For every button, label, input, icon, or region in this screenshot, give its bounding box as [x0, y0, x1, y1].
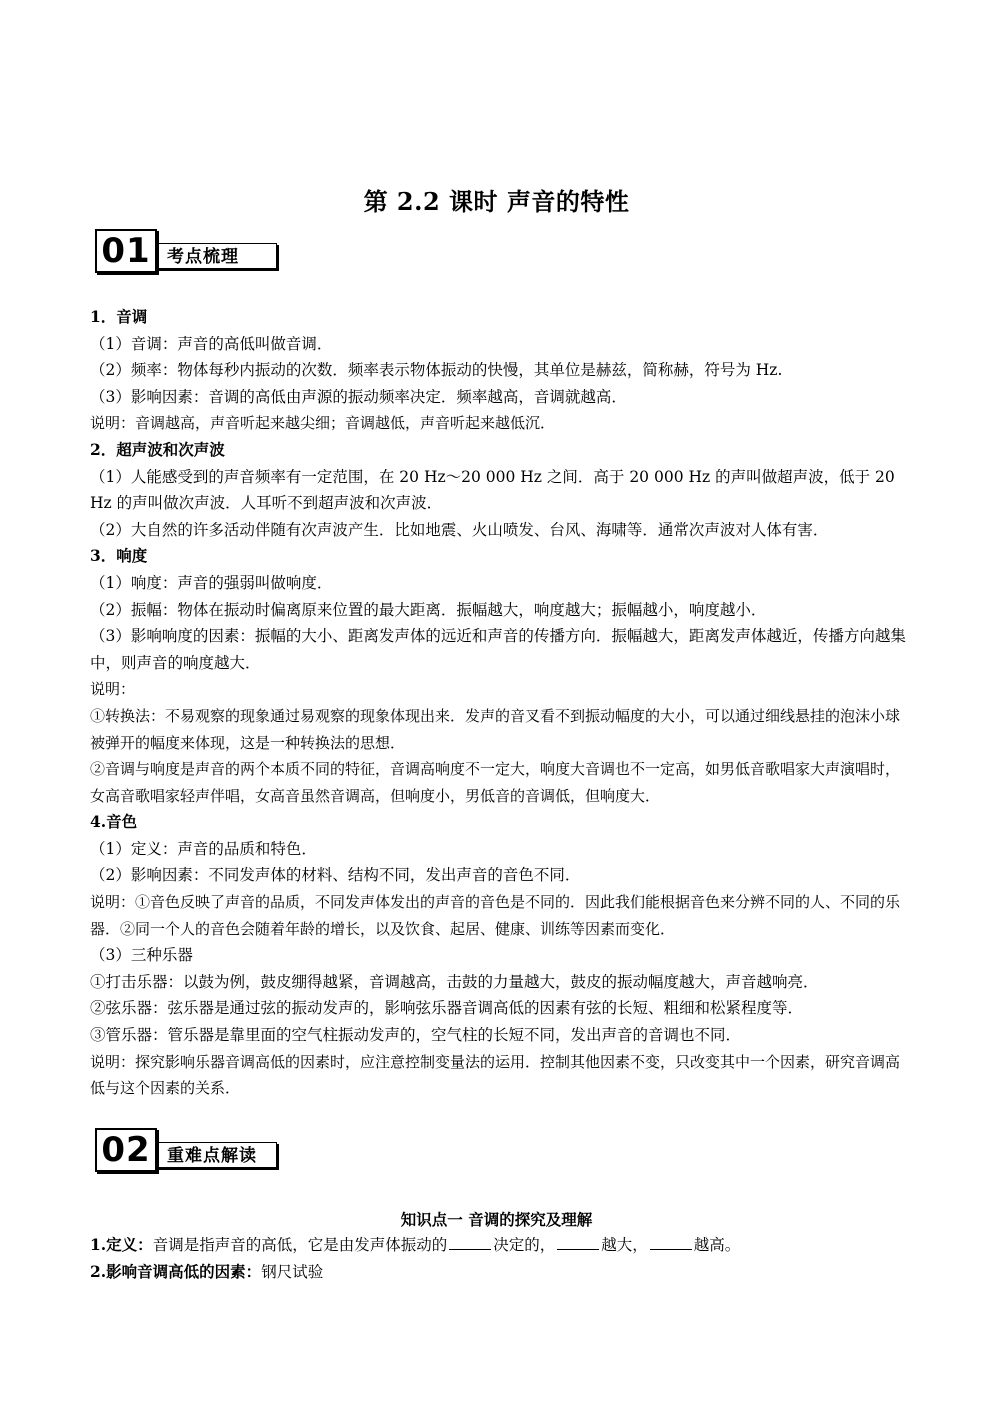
text-line: （2）频率：物体每秒内振动的次数．频率表示物体振动的快慢，其单位是赫兹，简称赫，符号为 Hz.	[90, 361, 783, 380]
note-paragraph: 说明：探究影响乐器音调高低的因素时，应注意控制变量法的运用．控制其他因素不变，只改变其中一个因素，研究音调高低与这个因素的关系．	[90, 1052, 901, 1098]
note-paragraph: ①转换法：不易观察的现象通过易观察的现象体现出来．发声的音叉看不到振动幅度的大小，可以通过细线悬挂的泡沫小球被弹开的幅度来体现，这是一种转换法的思想．	[90, 706, 901, 752]
note-head: 说明：	[90, 680, 136, 699]
badge-number: 02	[95, 1128, 157, 1172]
definition-text-c: 越大，	[601, 1236, 648, 1254]
section-badge-1	[95, 229, 285, 273]
heading-timbre: 4.音色	[90, 812, 138, 832]
knowledge-point-title: 知识点一 音调的探究及理解	[400, 1210, 593, 1229]
definition-head: 1.定义：	[90, 1235, 153, 1254]
text-line: （1）定义：声音的品质和特色．	[90, 839, 317, 858]
factor-text: 钢尺试验	[261, 1262, 324, 1281]
note-paragraph: ②音调与响度是声音的两个本质不同的特征，音调高响度不一定大，响度大音调也不一定高，如男低音歌唱家大声演唱时，女高音歌唱家轻声伴唱，女高音虽然音调高，但响度小，男低音的音调低，但响度大．	[90, 760, 901, 805]
heading-pitch: 1．音调	[90, 307, 148, 326]
text-paragraph: （3）影响响度的因素：振幅的大小、距离发声体的远近和声音的传播方向．振幅越大，距离发声体越近，传播方向越集中，则声音的响度越大．	[90, 627, 906, 672]
badge-label: 重难点解读	[157, 1142, 277, 1168]
text-line: ②弦乐器：弦乐器是通过弦的振动发声的，影响弦乐器音调高低的因素有弦的长短、粗细和松紧程度等．	[90, 999, 804, 1018]
definition-text-b: 决定的，	[493, 1236, 556, 1254]
factor-line	[90, 1259, 914, 1286]
note-paragraph: 说明：①音色反映了声音的品质，不同发声体发出的声音的音色是不同的．因此我们能根据音色来分辨不同的人、不同的乐器．②同一个人的音色会随着年龄的增长，以及饮食、起居、健康、训练等因素而变化．	[90, 893, 901, 938]
badge-number: 01	[95, 229, 157, 273]
factor-head: 2.影响音调高低的因素：	[90, 1261, 262, 1281]
fill-blank-3[interactable]	[650, 1234, 692, 1250]
knowledge-point-content	[90, 1232, 914, 1285]
text-line: ③管乐器：管乐器是靠里面的空气柱振动发声的，空气柱的长短不同，发出声音的音调也不同．	[90, 1026, 742, 1045]
text-line: （3）三种乐器	[90, 946, 193, 965]
text-paragraph: （1）人能感受到的声音频率有一定范围，在 20 Hz～20 000 Hz 之间．高于 20 000 Hz 的声叫做超声波，低于 20 Hz 的声叫做次声波．人耳听不到超声波和次声波．	[90, 467, 895, 513]
text-line: （2）影响因素：不同发声体的材料、结构不同，发出声音的音色不同．	[90, 866, 581, 885]
text-line: （1）音调：声音的高低叫做音调．	[90, 334, 333, 353]
text-line: ①打击乐器：以鼓为例，鼓皮绷得越紧，音调越高，击鼓的力量越大，鼓皮的振动幅度越大，声音越响亮．	[90, 972, 819, 991]
fill-blank-1[interactable]	[449, 1234, 491, 1250]
definition-text-d: 越高。	[693, 1236, 741, 1254]
key-points-content	[90, 304, 914, 1102]
page-title: 第 2.2 课时 声音的特性	[363, 187, 630, 216]
definition-text-a: 音调是指声音的高低，它是由发声体振动的	[152, 1236, 448, 1254]
text-paragraph: （2）大自然的许多活动伴随有次声波产生．比如地震、火山喷发、台风、海啸等．通常次声波对人体有害．	[90, 520, 829, 539]
section-badge-2	[95, 1128, 285, 1172]
text-line: （2）振幅：物体在振动时偏离原来位置的最大距离．振幅越大，响度越大；振幅越小，响度越小．	[90, 600, 767, 619]
fill-blank-2[interactable]	[557, 1234, 599, 1250]
note-line: 说明：音调越高，声音听起来越尖细；音调越低，声音听起来越低沉．	[90, 414, 556, 433]
definition-line	[90, 1232, 914, 1259]
heading-ultrasonic: 2．超声波和次声波	[90, 439, 225, 459]
badge-label: 考点梳理	[157, 243, 277, 269]
text-line: （3）影响因素：音调的高低由声源的振动频率决定．频率越高，音调就越高．	[90, 387, 627, 406]
text-line: （1）响度：声音的强弱叫做响度．	[90, 573, 333, 592]
heading-loudness: 3．响度	[90, 546, 148, 566]
